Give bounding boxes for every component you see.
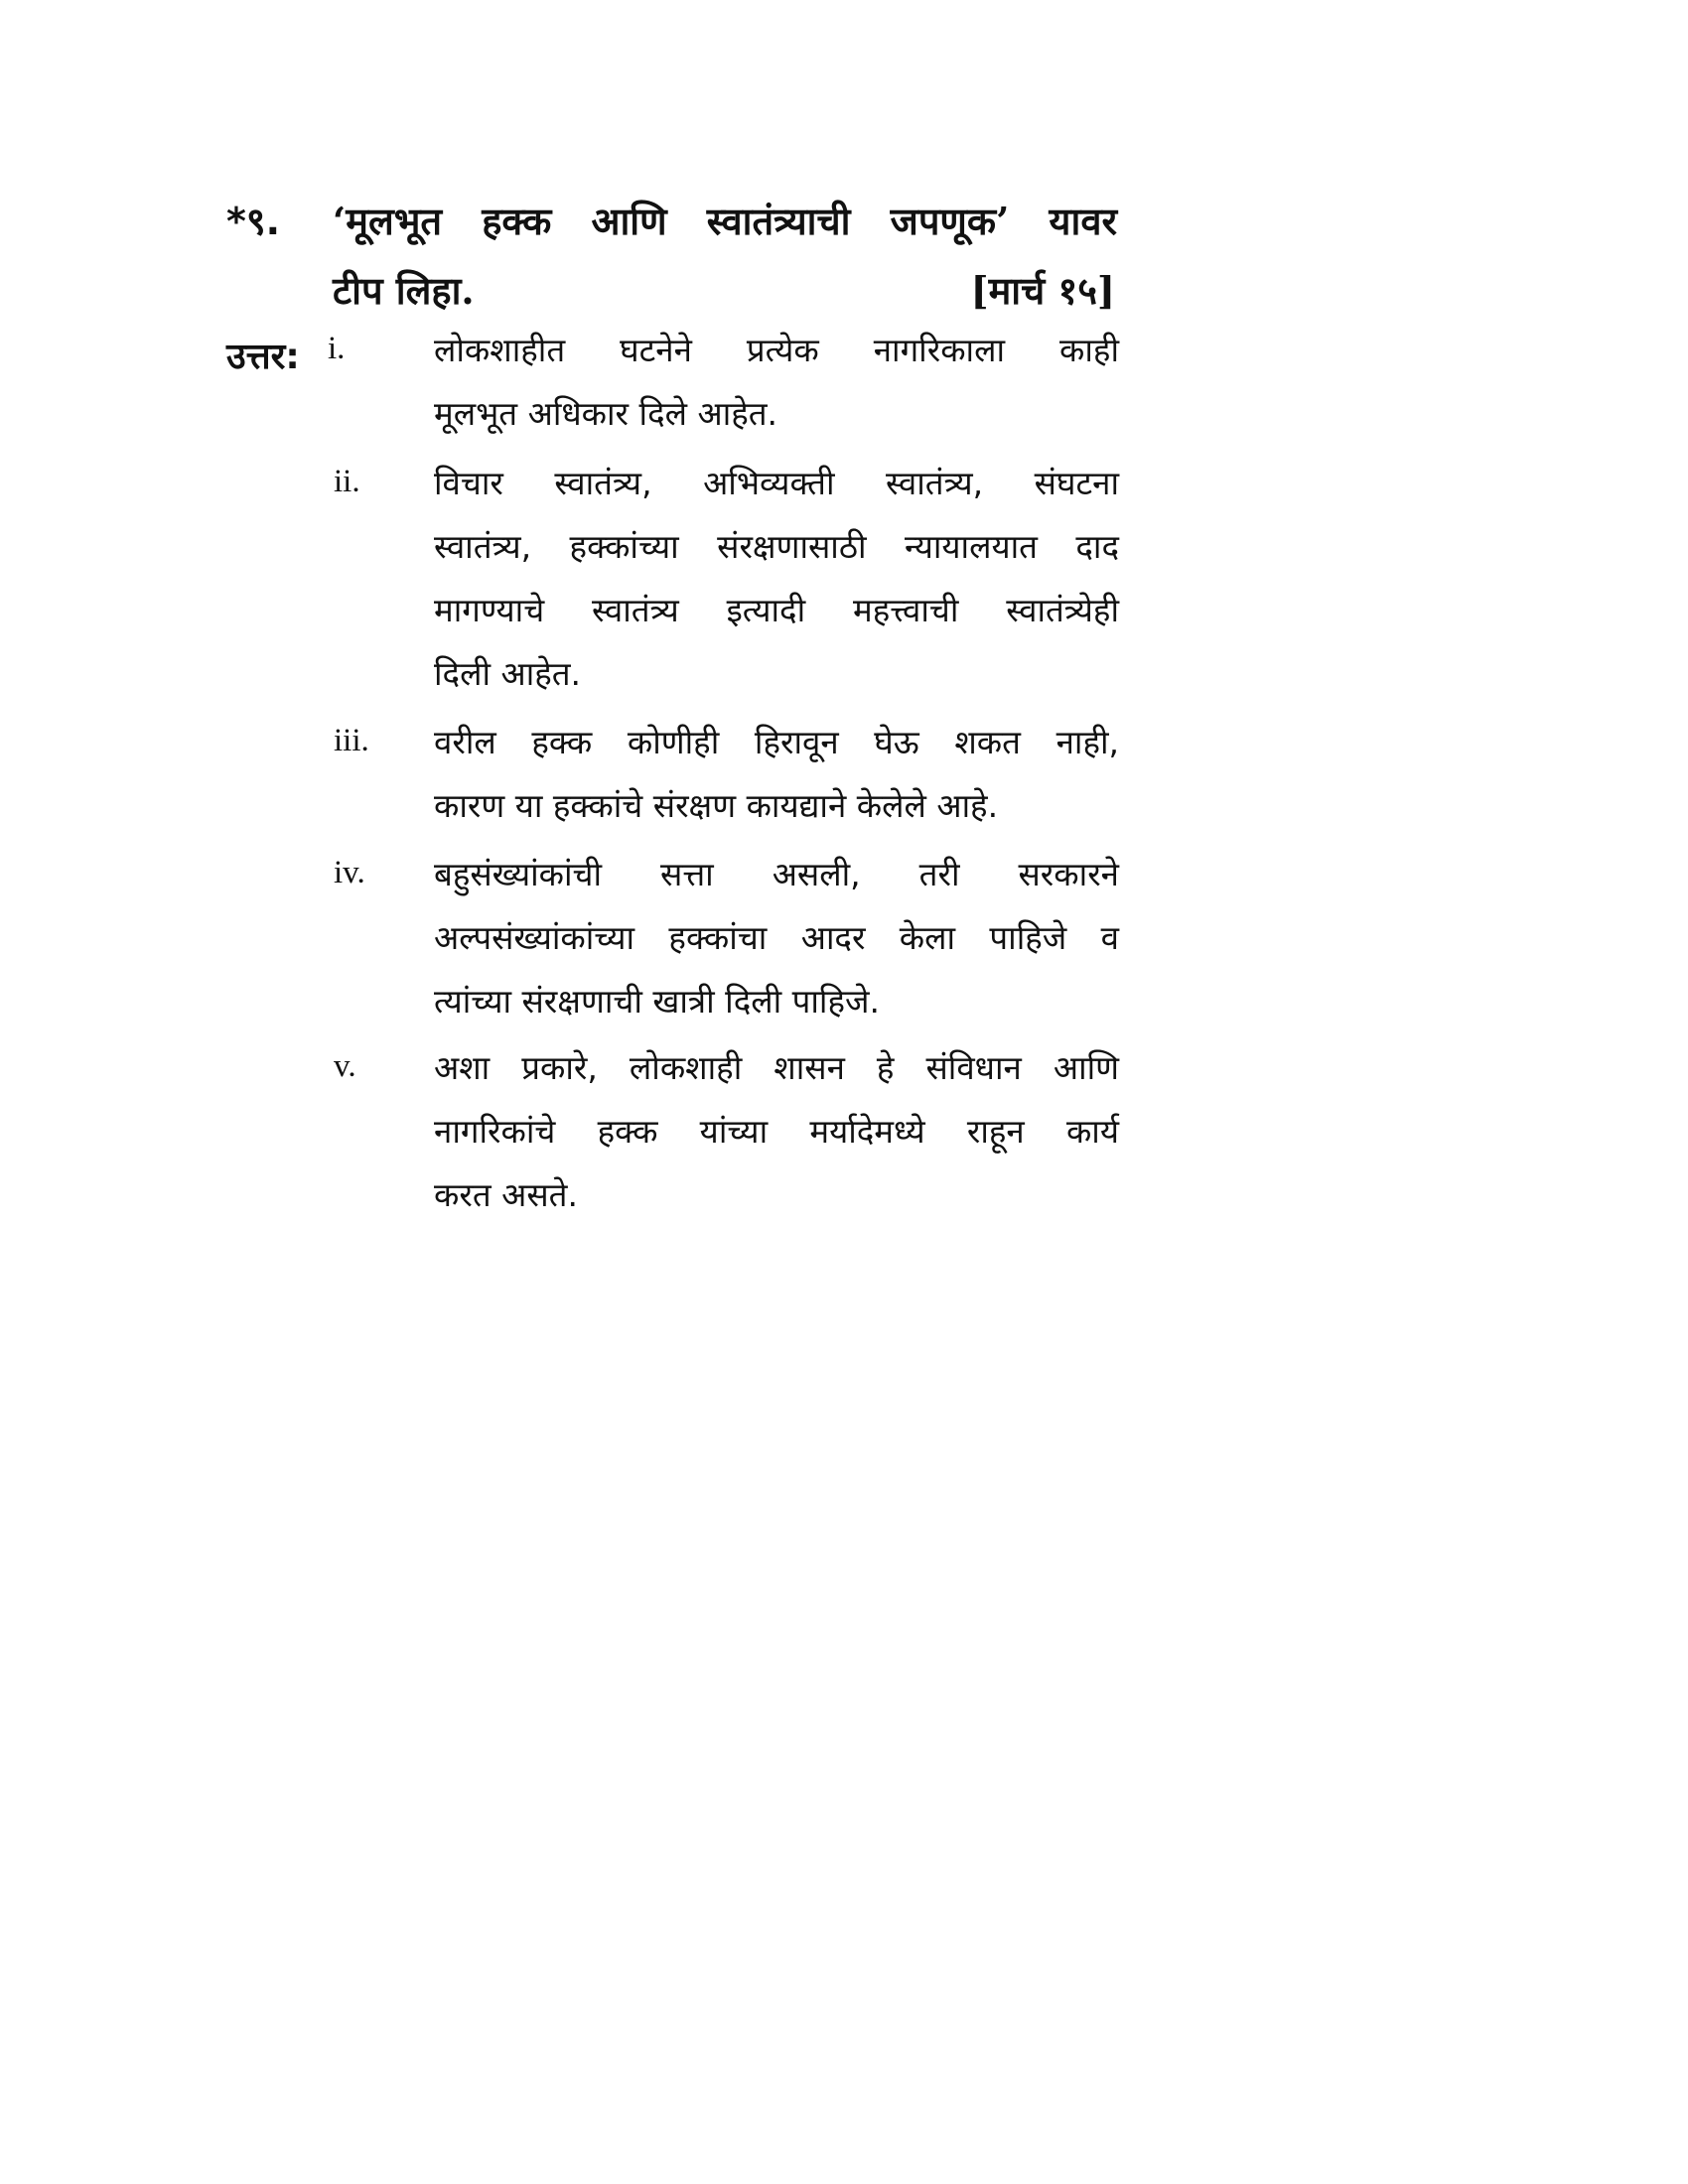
answer-label: उत्तर: [226, 337, 300, 377]
answer-item-2-line-3: मागण्याचे स्वातंत्र्य इत्यादी महत्त्वाची स्वातंत्र्येही [434, 591, 1119, 629]
answer-item-5 [434, 1036, 1119, 1227]
answer-item-2 [434, 452, 1119, 706]
answer-item-4 [434, 843, 1119, 1033]
answer-item-3-line-2: कारण या हक्कांचे संरक्षण कायद्याने केलेले आहे. [434, 786, 999, 825]
answer-item-5-line-1: अशा प्रकारे, लोकशाही शासन हे संविधान आणि [434, 1048, 1119, 1087]
answer-item-2-line-1: विचार स्वातंत्र्य, अभिव्यक्ती स्वातंत्र्य, संघटना [434, 464, 1119, 502]
answer-item-3 [434, 711, 1119, 838]
answer-item-number-4: iv. [334, 855, 365, 890]
answer-item-4-line-3: त्यांच्या संरक्षणाची खात्री दिली पाहिजे. [434, 982, 880, 1021]
answer-item-5-line-3: करत असते. [434, 1175, 578, 1214]
answer-item-2-line-4: दिली आहेत. [434, 654, 582, 693]
answer-item-4-line-2: अल्पसंख्यांकांच्या हक्कांचा आदर केला पाहिजे व [434, 918, 1119, 957]
question-number: *९. [226, 200, 281, 243]
answer-item-1 [434, 319, 1119, 446]
answer-item-5-line-2: नागरिकांचे हक्क यांच्या मर्यादेमध्ये राहून कार्य [434, 1112, 1119, 1151]
answer-item-number-5: v. [334, 1048, 356, 1084]
question-text-line-1: ‘मूलभूत हक्क आणि स्वातंत्र्याची जपणूक’ यावर [333, 199, 1117, 243]
answer-item-number-2: ii. [334, 464, 360, 499]
answer-item-1-line-1: लोकशाहीत घटनेने प्रत्येक नागरिकाला काही [434, 331, 1119, 369]
answer-item-3-line-1: वरील हक्क कोणीही हिरावून घेऊ शकत नाही, [434, 723, 1119, 761]
question-text-line-2: टीप लिहा. [333, 268, 475, 313]
answer-item-number-3: iii. [334, 723, 369, 758]
answer-item-number-1: i. [328, 331, 346, 366]
exam-reference: [मार्च १५] [970, 268, 1115, 313]
answer-item-4-line-1: बहुसंख्यांकांची सत्ता असली, तरी सरकारने [434, 855, 1119, 893]
answer-item-2-line-2: स्वातंत्र्य, हक्कांच्या संरक्षणासाठी न्यायालयात दाद [434, 527, 1119, 566]
answer-item-1-line-2: मूलभूत अधिकार दिले आहेत. [434, 394, 778, 433]
